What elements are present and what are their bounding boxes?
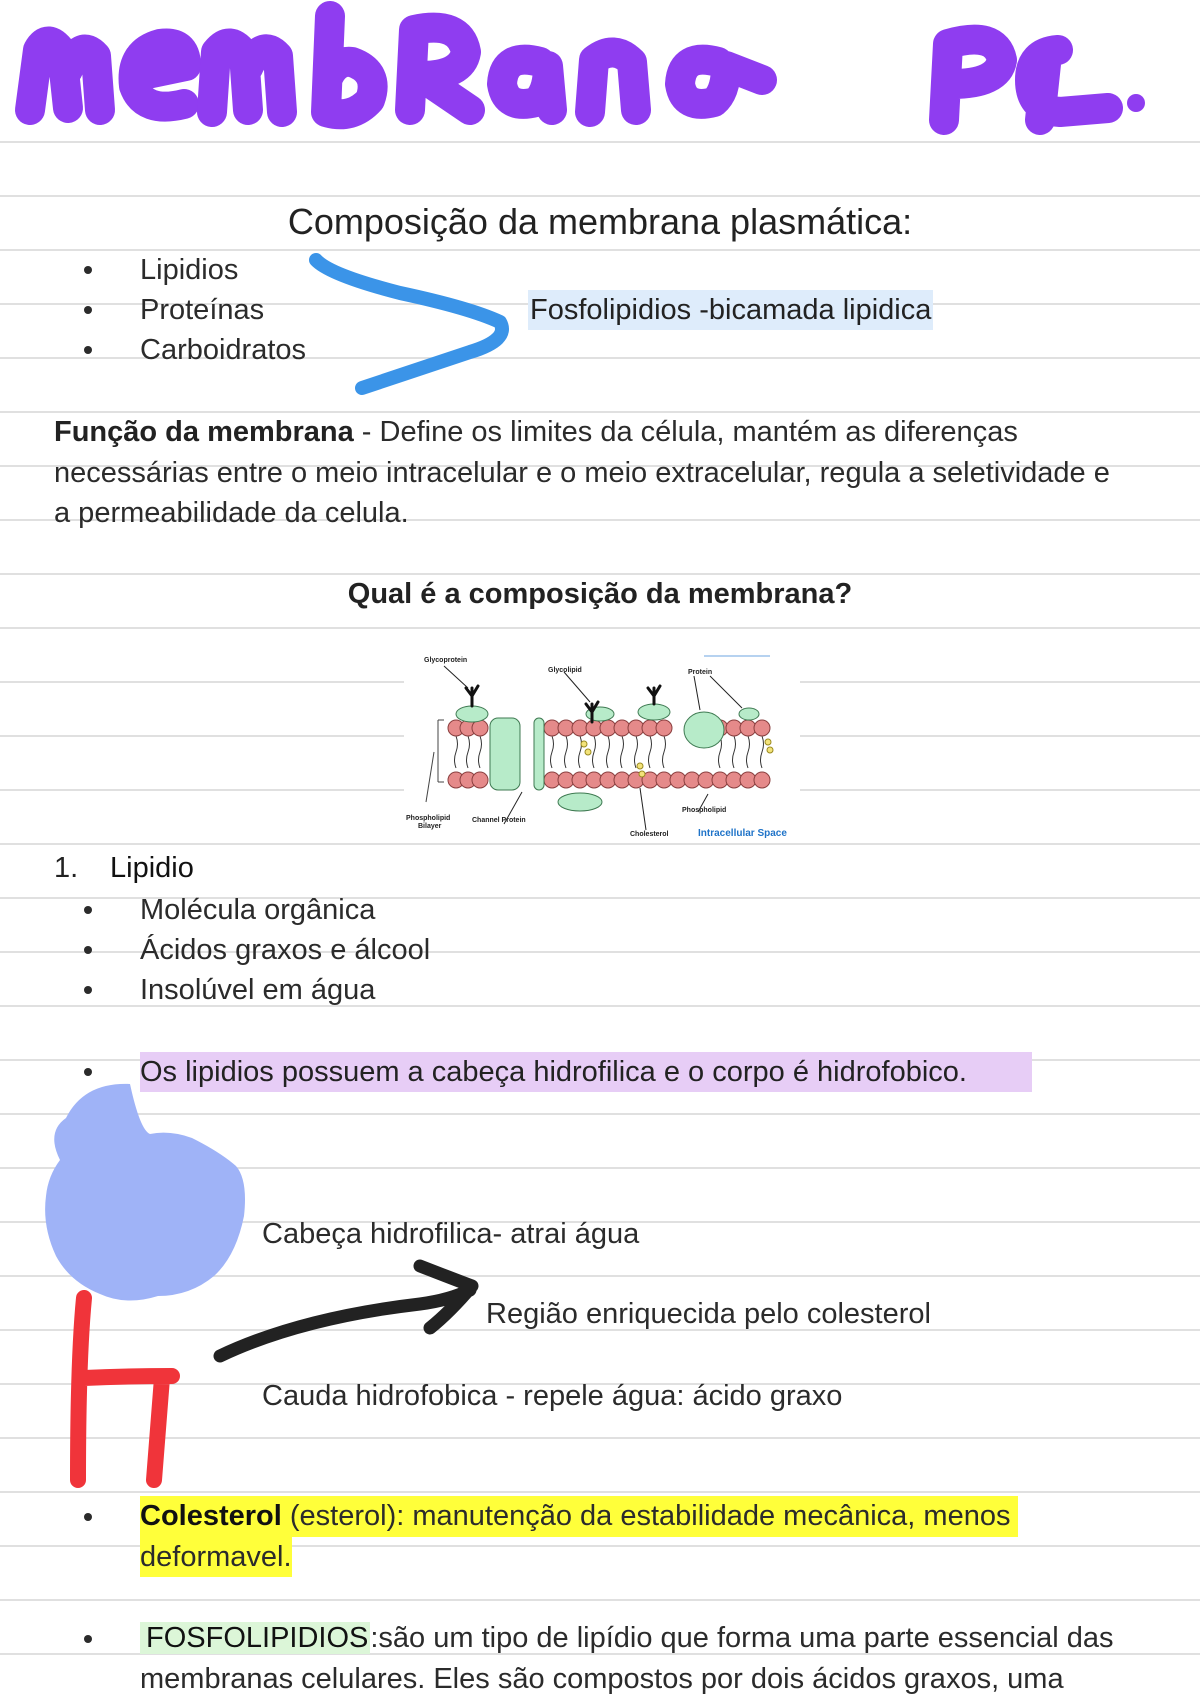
- diagram-label-bilayer-1: Phospholipid: [406, 815, 450, 822]
- diagram-label-glycolipid: Glycolipid: [548, 667, 582, 674]
- colesterol-label: Colesterol: [140, 1500, 282, 1532]
- lipidio-number: 1.: [54, 848, 78, 888]
- lipidio-item-3: Insolúvel em água: [140, 970, 375, 1010]
- fosfolipidios-line-1: :são um tipo de lipídio que forma uma parte essencial das: [370, 1622, 1113, 1654]
- lipidio-item-1: Molécula orgânica: [140, 890, 375, 930]
- diagram-label-bilayer-2: Bilayer: [418, 823, 442, 830]
- lipidio-title: Lipidio: [110, 848, 194, 888]
- funcao-line-1: - Define os limites da célula, mantém as diferenças: [354, 416, 1018, 448]
- composition-item-carboidratos: Carboidratos: [140, 330, 306, 370]
- diagram-label-protein: Protein: [688, 669, 712, 676]
- composition-item-lipidios: Lipidios: [140, 250, 238, 290]
- composition-item-proteinas: Proteínas: [140, 290, 264, 330]
- diagram-label-cholesterol: Cholesterol: [630, 831, 669, 838]
- question-heading: Qual é a composição da membrana?: [0, 574, 1200, 614]
- diagram-label-phospholipid: Phospholipid: [682, 807, 726, 814]
- funcao-line-2: necessárias entre o meio intracelular e o meio extracelular, regula a seletividade e: [54, 453, 1164, 494]
- diagram-label-glycoprotein: Glycoprotein: [424, 657, 467, 664]
- sketch-head-label: Cabeça hidrofilica- atrai água: [262, 1214, 639, 1254]
- colesterol-line-1: (esterol): manutenção da estabilidade mecânica, menos: [282, 1500, 1011, 1532]
- sketch-region-label: Região enriquecida pelo colesterol: [486, 1294, 931, 1334]
- funcao-line-3: a permeabilidade da celula.: [54, 493, 1164, 534]
- membrane-diagram: [404, 652, 800, 842]
- diagram-label-intracellular: Intracellular Space: [698, 828, 787, 839]
- composition-note: Fosfolipidios -bicamada lipidica: [528, 290, 933, 330]
- fosfolipidios-line-2: membranas celulares. Eles são compostos por dois ácidos graxos, uma: [140, 1659, 1114, 1699]
- diagram-label-channel: Channel Protein: [472, 817, 526, 824]
- page-heading: Composição da membrana plasmática:: [0, 200, 1200, 244]
- fosfolipidios-paragraph: [140, 1618, 1114, 1699]
- colesterol-line-2: deformavel.: [140, 1537, 292, 1578]
- fosfolipidios-label: FOSFOLIPIDIOS: [140, 1622, 370, 1654]
- lipidio-item-2: Ácidos graxos e álcool: [140, 930, 430, 970]
- colesterol-paragraph: [140, 1496, 1018, 1577]
- funcao-paragraph: [54, 412, 1164, 534]
- funcao-label: Função da membrana: [54, 416, 354, 448]
- sketch-tail-label: Cauda hidrofobica - repele água: ácido graxo: [262, 1376, 842, 1416]
- lipidio-highlight: Os lipidios possuem a cabeça hidrofilica e o corpo é hidrofobico.: [140, 1052, 1032, 1092]
